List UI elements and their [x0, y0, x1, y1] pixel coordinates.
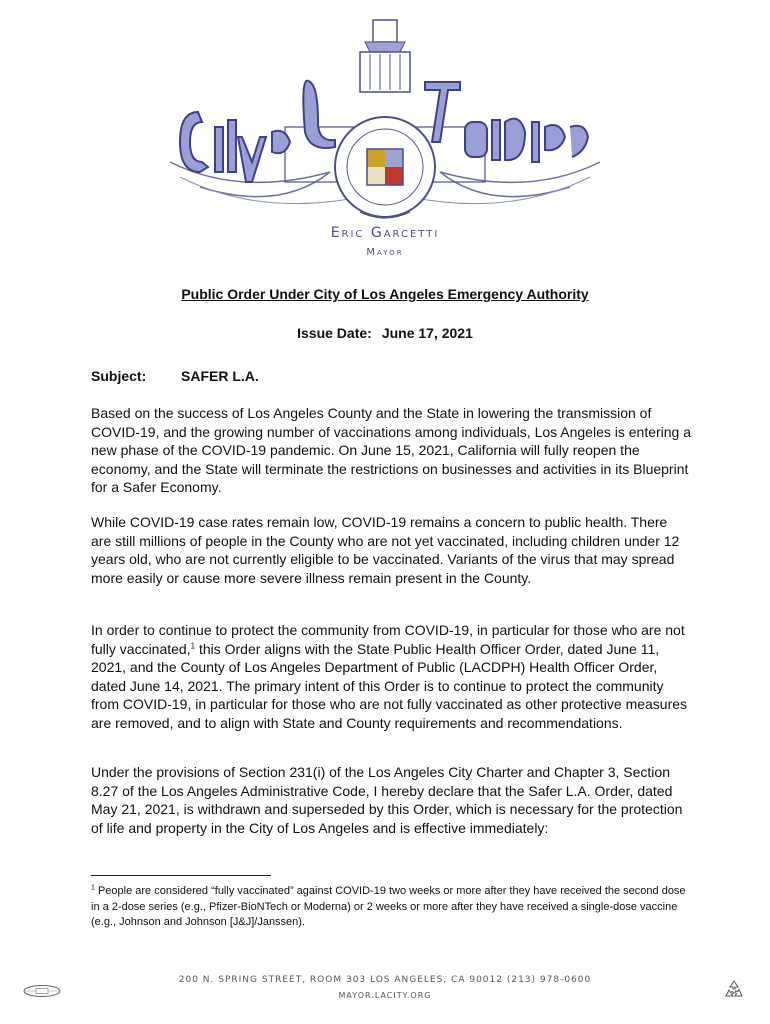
footnote-number: 1	[91, 884, 95, 892]
recycle-icon	[722, 978, 746, 1002]
issue-date-value: June 17, 2021	[381, 325, 473, 341]
issue-date-line	[0, 325, 770, 341]
subject-line	[91, 368, 259, 384]
footer-address-text: 200 N. SPRING STREET, ROOM 303 LOS ANGELES, CA 90012 (213) 978-0600	[178, 975, 592, 985]
subject-value: SAFER L.A.	[181, 368, 259, 384]
footnote	[91, 884, 691, 931]
paragraph-4: Under the provisions of Section 231(i) of the Los Angeles City Charter and Chapter 3, Section 8.27 of the Los Angeles Administrative Code, I hereby declare that the Safer L.A. Order, dated May 21, 2021, is withdrawn and superseded by this Order, which is necessary for the protection of life and property in the City of Los Angeles and is effective immediately:	[91, 764, 683, 836]
subject-label: Subject:	[91, 368, 147, 384]
mayor-title	[0, 247, 770, 258]
paragraph-3	[91, 621, 691, 733]
paragraph-3-part-a: In order to continue to protect the community from COVID-19, in particular for those who are not fully vaccinated,	[91, 622, 685, 657]
mayor-title-text: Mayor	[366, 247, 404, 258]
mayor-name	[0, 225, 770, 241]
footer-address	[0, 975, 770, 985]
paragraph-2: While COVID-19 case rates remain low, COVID-19 remains a concern to public health. There are still millions of people in the County who are not yet vaccinated, including children under 12 years old, who are not currently eligible to be vaccinated. Variants of the virus that may spread more easily or cause more severe illness remain present in the County.	[91, 514, 680, 586]
paragraph-3-part-b: this Order aligns with the State Public Health Officer Order, dated June 11, 2021, and the County of Los Angeles Department of Public (LACDPH) Health Officer Order, dated June 14, 2021. The primary intent of this Order is to continue to protect the community from COVID-19, in particular for those who are not fully vaccinated as other protective measures are removed, and to align with State and County requirements and recommendations.	[91, 640, 688, 731]
footnote-text: People are considered “fully vaccinated” against COVID-19 two weeks or more after they have received the second dose in a 2-dose series (e.g., Pfizer-BioNTech or Moderna) or 2 weeks or more after they have received a single-dose vaccine (e.g., Johnson and Johnson [J&J]/Janssen).	[91, 885, 686, 928]
issue-date-label: Issue Date:	[297, 325, 372, 341]
city-of-los-angeles-logo	[160, 12, 610, 227]
document-title: Public Order Under City of Los Angeles Emergency Authority	[181, 286, 589, 302]
mayor-name-text: Eric Garcetti	[330, 225, 440, 241]
footer-website-text[interactable]: MAYOR.LACITY.ORG	[338, 991, 432, 1000]
footnote-reference[interactable]: 1	[190, 640, 196, 650]
footer-website[interactable]	[0, 991, 770, 1000]
paragraph-1: Based on the success of Los Angeles County and the State in lowering the transmission of COVID-19, and the growing number of vaccinations among individuals, Los Angeles is entering a new phase of the COVID-19 pandemic. On June 15, 2021, California will fully reopen the economy, and the State will terminate the restrictions on businesses and activities in its Blueprint for a Safer Economy.	[91, 405, 692, 496]
footnote-divider	[91, 875, 271, 876]
